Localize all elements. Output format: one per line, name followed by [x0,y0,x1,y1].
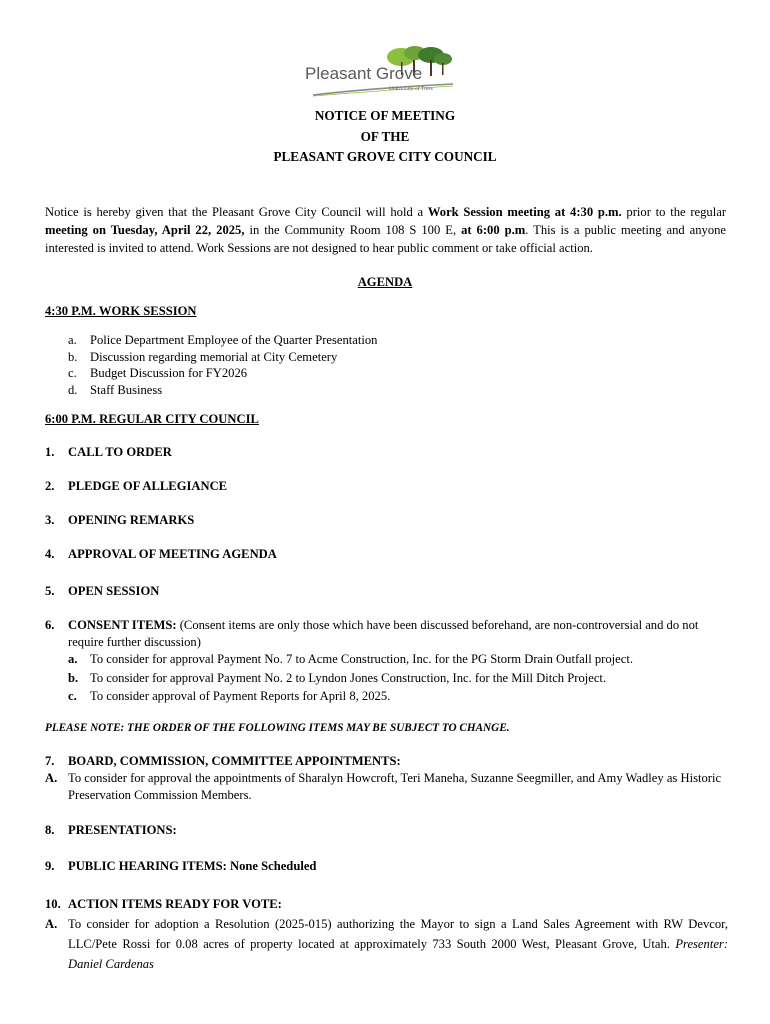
work-session-list [68,332,728,398]
agenda-item-title: PRESENTATIONS: [68,823,177,837]
agenda-item-number: 6. [45,618,55,632]
agenda-item-appointments [45,753,730,770]
notice-text-3: in the Community Room 108 S 100 E, [244,222,462,237]
notice-paragraph [45,204,726,257]
logo-tagline: Utah's City of Trees [389,86,433,92]
list-item-text: Discussion regarding memorial at City Cemetery [90,349,338,364]
sub-item-label: A. [45,917,58,931]
agenda-item-action-items [45,896,730,913]
agenda-item-number: 3. [45,513,55,527]
agenda-item-title: PLEDGE OF ALLEGIANCE [68,479,228,493]
list-item-label: b. [68,670,79,685]
consent-list [68,650,728,706]
presenter-name: Presenter: Daniel Cardenas [68,937,728,971]
agenda-item-number: 5. [45,584,55,598]
order-change-note: PLEASE NOTE: THE ORDER OF THE FOLLOWING ITEMS MAY BE SUBJECT TO CHANGE. [45,722,510,734]
agenda-item-approval [45,546,730,563]
notice-meeting-time: at 6:00 p.m [461,222,526,237]
agenda-item-public-hearing [45,858,730,875]
agenda-item-presentations [45,822,730,839]
notice-text-1: Notice is hereby given that the Pleasant Grove City Council will hold a [45,205,428,219]
list-item [68,349,728,366]
list-item-text: Police Department Employee of the Quarter Presentation [90,333,378,347]
sub-item-text: To consider for approval the appointments of Sharalyn Howcroft, Teri Maneha, Suzanne Seegmiller, and Amy Wadley as Historic Preservation Commission Members. [68,771,722,802]
list-item [68,365,728,382]
agenda-item-number: 1. [45,445,55,459]
list-item-label: d. [68,382,78,397]
regular-session-heading: 6:00 P.M. REGULAR CITY COUNCIL [45,412,259,426]
agenda-item-number: 2. [45,479,55,493]
consent-description: (Consent items are only those which have been discussed beforehand, are non-controversial and do not require further discussion) [68,618,699,649]
notice-work-session-time: Work Session meeting at 4:30 p.m. [427,205,622,219]
agenda-item-number: 4. [45,547,55,561]
agenda-item-title: BOARD, COMMISSION, COMMITTEE APPOINTMENTS: [68,754,401,768]
list-item [68,669,728,688]
list-item-label: a. [68,333,77,347]
agenda-item-title: APPROVAL OF MEETING AGENDA [68,547,277,561]
title-line-2: OF THE [360,128,410,144]
title-line-3: PLEASANT GROVE CITY COUNCIL [273,149,497,164]
list-item-label: a. [68,652,78,666]
agenda-item-number: 9. [45,859,55,873]
appointments-item-a [45,770,728,804]
agenda-item-open-session [45,583,730,600]
agenda-item-title: PUBLIC HEARING ITEMS: None Scheduled [68,859,317,873]
logo-wordmark: Pleasant Grove [305,64,423,83]
agenda-item-number: 7. [45,754,55,768]
agenda-item-title: CALL TO ORDER [68,445,172,459]
agenda-item-opening-remarks [45,512,730,529]
agenda-item-title: OPENING REMARKS [68,513,195,527]
list-item [68,687,728,706]
sub-item-text [68,914,728,974]
notice-text-4: . This is a public meeting and anyone interested is invited to attend. Work Sessions are not designed to hear public comment or take official action. [45,222,727,255]
list-item [68,382,728,399]
meeting-title [0,106,770,168]
list-item-label: b. [68,349,78,364]
agenda-item-title: OPEN SESSION [68,584,160,598]
agenda-item-consent [45,617,730,651]
list-item-text: To consider for approval Payment No. 7 to Acme Construction, Inc. for the PG Storm Drain Outfall project. [90,652,633,666]
list-item-text: To consider approval of Payment Reports for April 8, 2025. [90,689,391,703]
title-line-1: NOTICE OF MEETING [314,108,456,123]
agenda-item-pledge [45,478,730,495]
list-item-text: Staff Business [90,382,163,397]
pleasant-grove-logo [303,44,463,100]
list-item-text: Budget Discussion for FY2026 [90,366,248,381]
list-item [68,332,728,349]
agenda-item-number: 10. [45,897,61,911]
agenda-item-call-to-order [45,444,730,461]
notice-text-2: prior to the regular [621,205,727,219]
work-session-heading: 4:30 P.M. WORK SESSION [45,304,197,318]
sub-item-label: A. [45,771,58,785]
tree-logo-icon [303,44,463,100]
list-item [68,650,728,669]
agenda-item-number: 8. [45,823,55,837]
consent-title: CONSENT ITEMS: [68,618,177,632]
agenda-item-title: ACTION ITEMS READY FOR VOTE: [68,897,282,911]
consent-heading [68,617,730,651]
action-item-a [45,914,728,974]
notice-meeting-date: meeting on Tuesday, April 22, 2025, [45,222,245,237]
action-item-text: To consider for adoption a Resolution (2025-015) authorizing the Mayor to sign a Land Sales Agreement with RW Devcor, LLC/Pete Rossi for 0.08 acres of property located at approximately 733 South 2000 West, Pleasant Grove, Utah. [68,917,728,951]
list-item-label: c. [68,366,77,381]
list-item-label: c. [68,689,77,703]
agenda-heading: AGENDA [357,275,413,289]
list-item-text: To consider for approval Payment No. 2 to Lyndon Jones Construction, Inc. for the Mill Ditch Project. [90,670,607,685]
